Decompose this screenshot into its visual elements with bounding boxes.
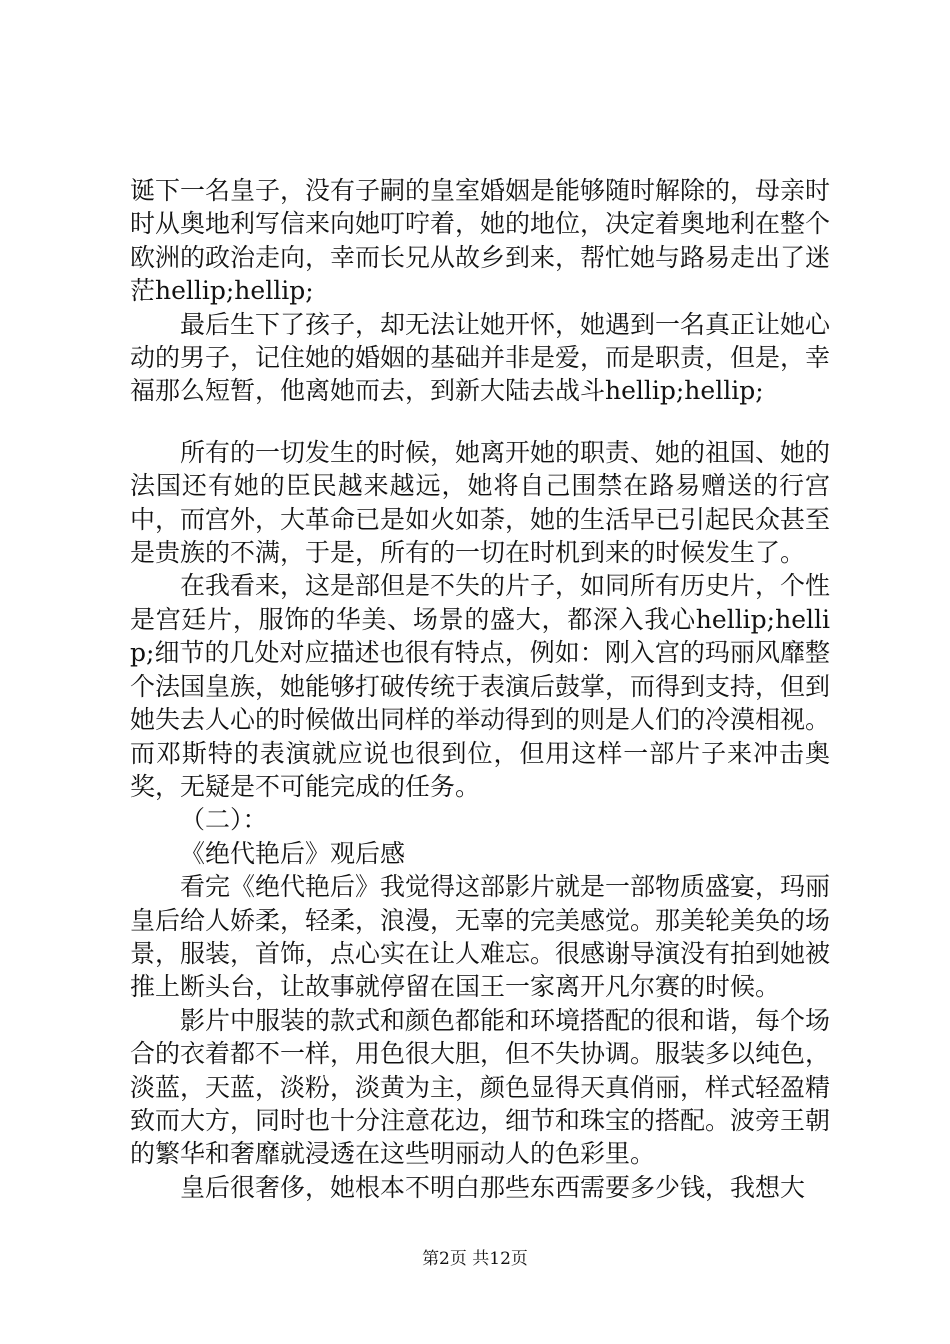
page-footer: 第2页 共12页 (422, 1249, 528, 1269)
section-number: （二）： (180, 805, 268, 835)
body-text (130, 174, 830, 1204)
section-title: 《绝代艳后》观后感 (180, 838, 406, 868)
paragraph-continued: 诞下一名皇子，没有子嗣的皇室婚姻是能够随时解除的，母亲时时从奥地利写信来向她叮咛着，她的地位，决定着奥地利在整个欧洲的政治走向，幸而长兄从故乡到来，帮忙她与路易走出了迷茫hellip;hellip; (130, 176, 831, 306)
paragraph: 在我看来，这是部但是不失的片子，如同所有历史片，个性是宫廷片，服饰的华美、场景的盛大，都深入我心hellip;hellip;细节的几处对应描述也很有特点，例如：刚入宫的玛丽风靡整个法国皇族，她能够打破传统于表演后鼓掌，而得到支持，但到她失去人心的时候做出同样的举动得到的则是人们的冷漠相视。而邓斯特的表演就应说也很到位，但用这样一部片子来冲击奥奖，无疑是不可能完成的任务。 (130, 571, 831, 801)
paragraph: 皇后很奢侈，她根本不明白那些东西需要多少钱，我想大 (180, 1172, 806, 1202)
paragraph: 看完《绝代艳后》我觉得这部影片就是一部物质盛宴，玛丽皇后给人娇柔，轻柔，浪漫，无辜的完美感觉。那美轮美奂的场景，服装，首饰，点心实在让人难忘。很感谢导演没有拍到她被推上断头台，让故事就停留在国王一家离开凡尔赛的时候。 (130, 872, 831, 1002)
paragraph: 所有的一切发生的时候，她离开她的职责、她的祖国、她的法国还有她的臣民越来越远，她将自己围禁在路易赠送的行宫中，而宫外，大革命已是如火如荼，她的生活早已引起民众甚至是贵族的不满，于是，所有的一切在时机到来的时候发生了。 (130, 437, 831, 568)
paragraph: 影片中服装的款式和颜色都能和环境搭配的很和谐，每个场合的衣着都不一样，用色很大胆，但不失协调。服装多以纯色，淡蓝，天蓝，淡粉，淡黄为主，颜色显得天真俏丽，样式轻盈精致而大方，同时也十分注意花边，细节和珠宝的搭配。波旁王朝的繁华和奢靡就浸透在这些明丽动人的色彩里。 (130, 1005, 831, 1169)
paragraph: 最后生下了孩子，却无法让她开怀，她遇到一名真正让她心动的男子，记住她的婚姻的基础并非是爱，而是职责，但是，幸福那么短暂，他离她而去，到新大陆去战斗hellip;hellip; (130, 309, 831, 406)
